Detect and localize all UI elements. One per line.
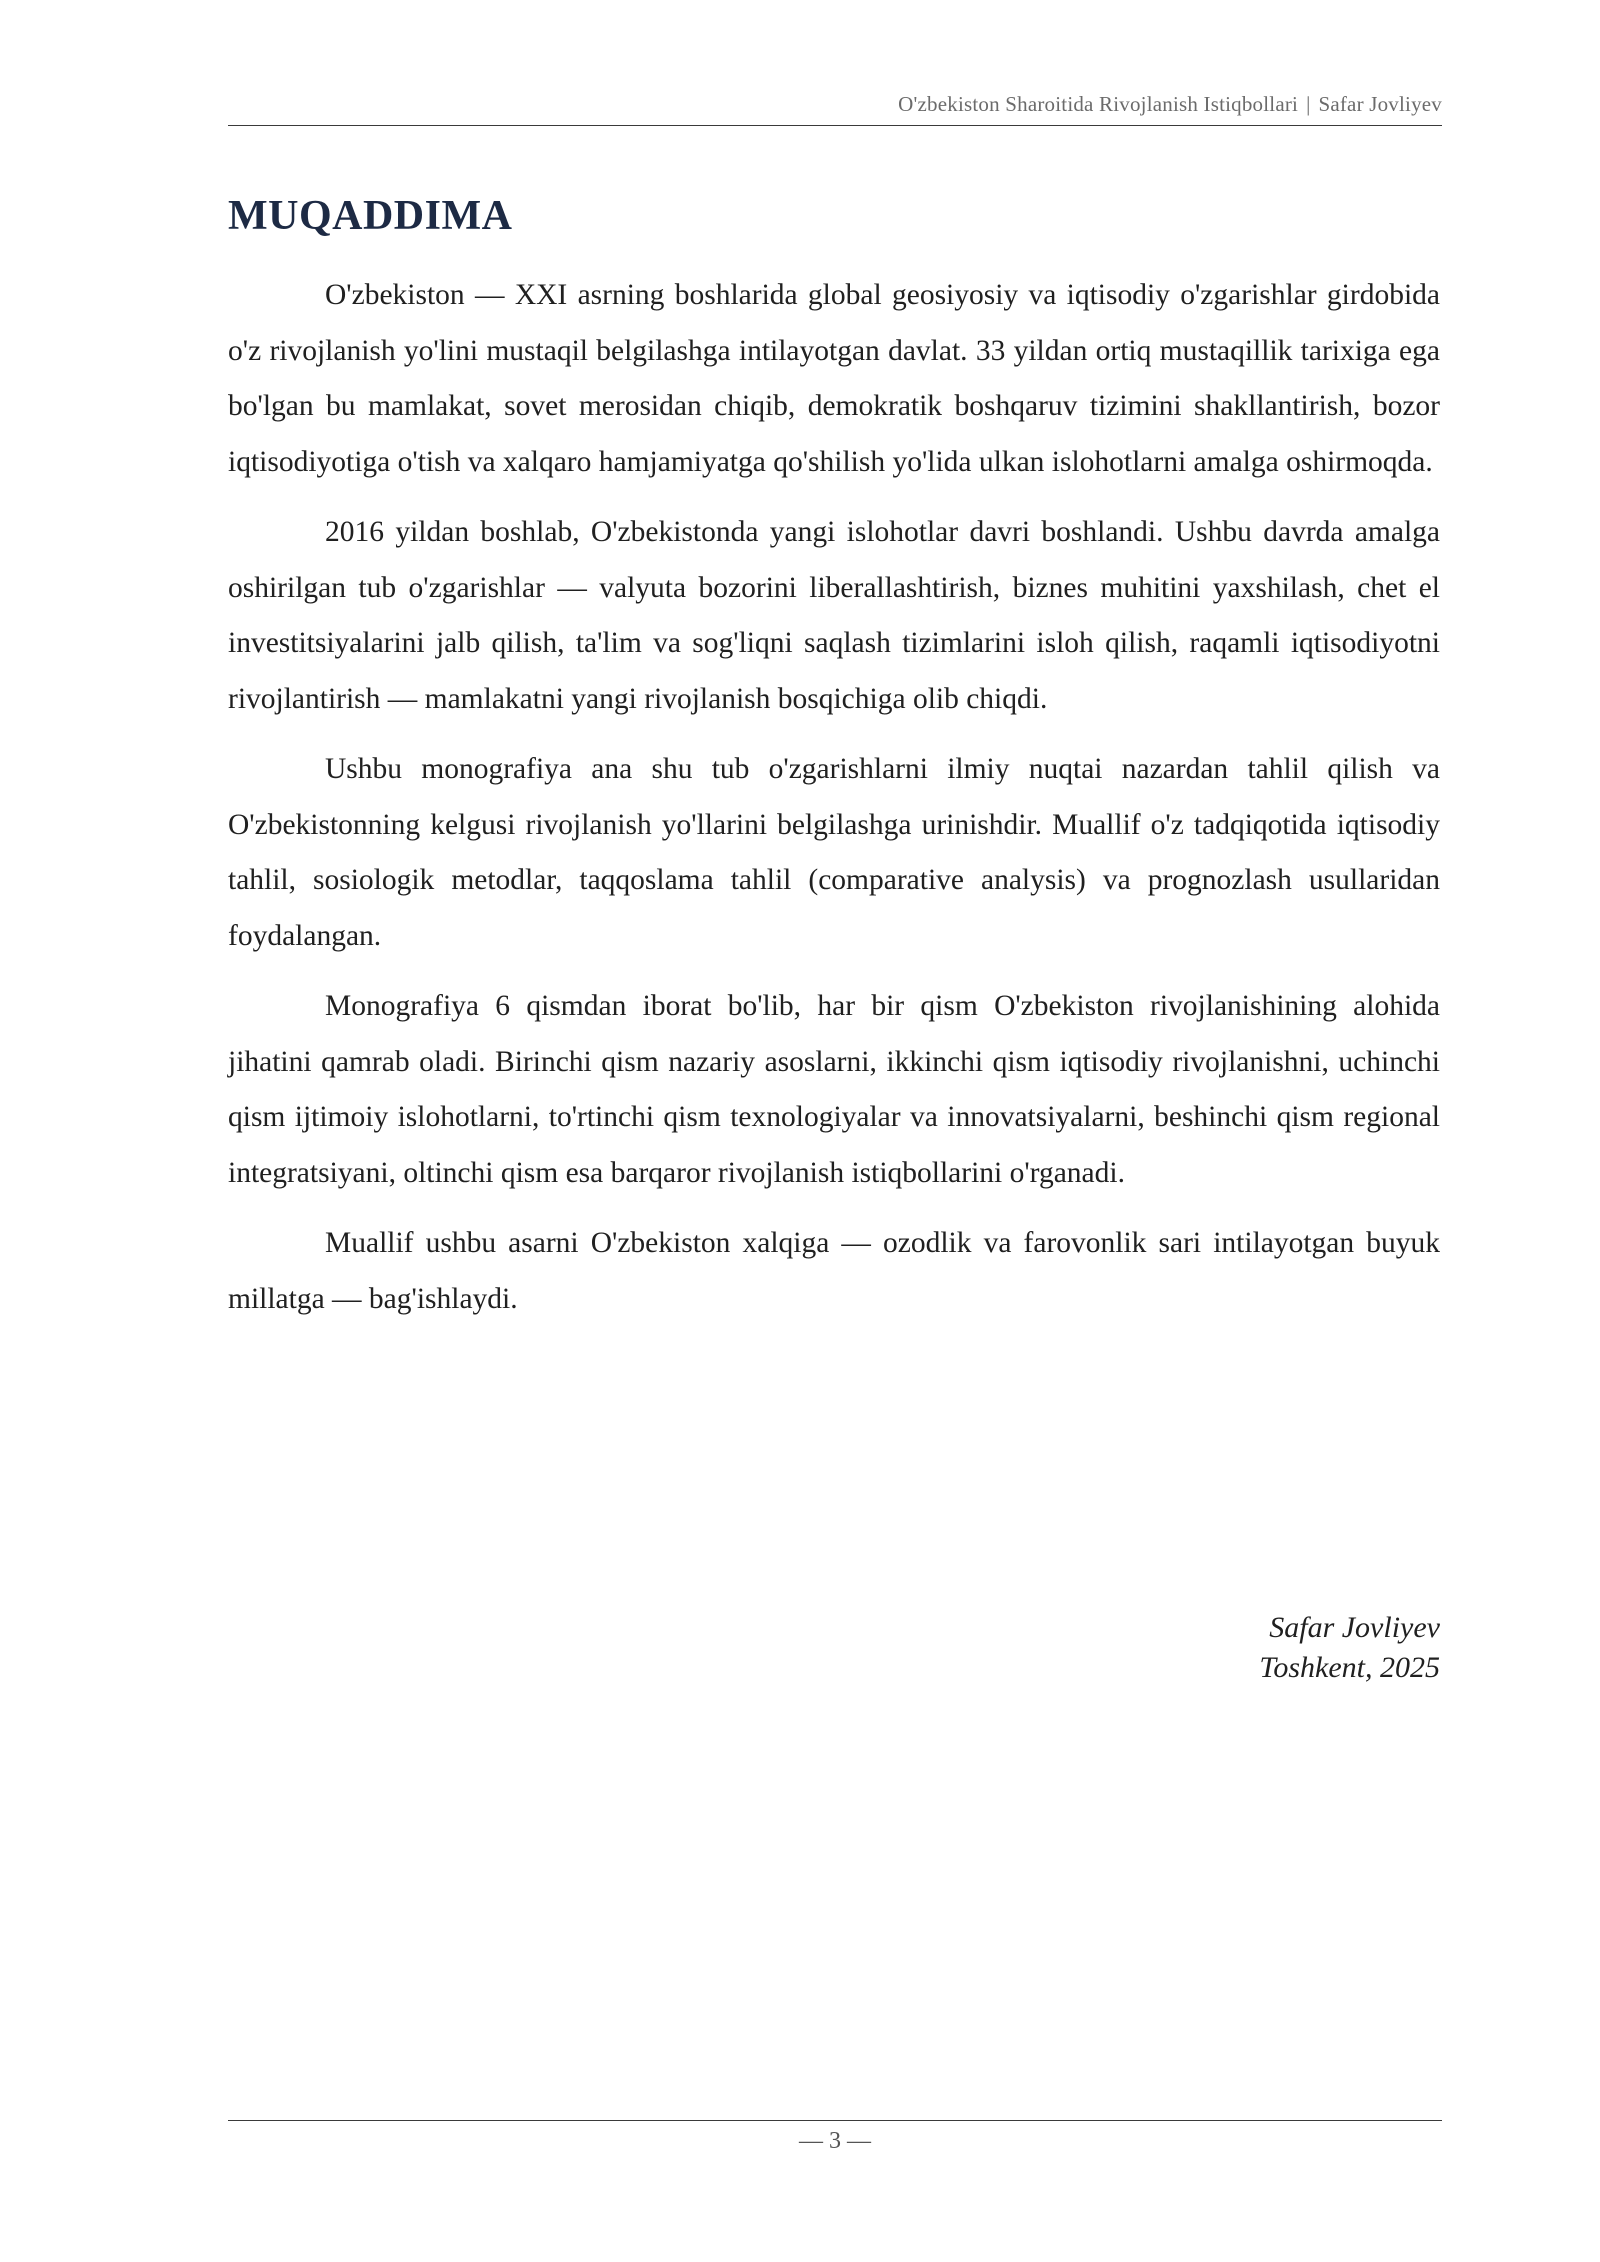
- paragraph-1: O'zbekiston — XXI asrning boshlarida global geosiyosiy va iqtisodiy o'zgarishlar girdobida o'z rivojlanish yo'lini mustaqil belgilashga intilayotgan davlat. 33 yildan ortiq mustaqillik tarixiga ega bo'lgan bu mamlakat, sovet merosidan chiqib, demokratik boshqaruv tizimini shakllantirish, bozor iqtisodiyotiga o'tish va xalqaro hamjamiyatga qo'shilish yo'lida ulkan islohotlarni amalga oshirmoqda.: [228, 279, 1440, 478]
- signature-place-date: Toshkent, 2025: [1259, 1651, 1440, 1684]
- header-separator: |: [1306, 92, 1311, 116]
- header-book-title: O'zbekiston Sharoitida Rivojlanish Istiqbollari: [898, 92, 1299, 116]
- header-author: Safar Jovliyev: [1318, 92, 1442, 116]
- running-header: [228, 92, 1442, 117]
- paragraph-4: Monografiya 6 qismdan iborat bo'lib, har bir qism O'zbekiston rivojlanishining alohida jihatini qamrab oladi. Birinchi qism nazariy asoslarni, ikkinchi qism iqtisodiy rivojlanishni, uchinchi qism ijtimoiy islohotlarni, to'rtinchi qism texnologiyalar va innovatsiyalarni, beshinchi qism regional integratsiyani, oltinchi qism esa barqaror rivojlanish istiqbollarini o'rganadi.: [228, 990, 1440, 1189]
- footer-rule: [228, 2120, 1442, 2121]
- signature-name: Safar Jovliyev: [1269, 1611, 1440, 1644]
- header-rule: [228, 125, 1442, 126]
- section-title: MUQADDIMA: [228, 193, 513, 239]
- paragraph-2: 2016 yildan boshlab, O'zbekistonda yangi islohotlar davri boshlandi. Ushbu davrda amalga oshirilgan tub o'zgarishlar — valyuta bozorini liberallashtirish, biznes muhitini yaxshilash, chet el investitsiyalarini jalb qilish, ta'lim va sog'liqni saqlash tizimlarini isloh qilish, raqamli iqtisodiyotni rivojlantirish — mamlakatni yangi rivojlanish bosqichiga olib chiqdi.: [228, 516, 1440, 715]
- page-number: — 3 —: [799, 2128, 871, 2154]
- body-text: [228, 268, 1440, 1342]
- paragraph-3: Ushbu monografiya ana shu tub o'zgarishlarni ilmiy nuqtai nazardan tahlil qilish va O'zbekistonning kelgusi rivojlanish yo'llarini belgilashga urinishdir. Muallif o'z tadqiqotida iqtisodiy tahlil, sosiologik metodlar, taqqoslama tahlil (comparative analysis) va prognozlash usullaridan foydalangan.: [228, 753, 1440, 952]
- paragraph-5: Muallif ushbu asarni O'zbekiston xalqiga — ozodlik va farovonlik sari intilayotgan buyuk millatga — bag'ishlaydi.: [228, 1227, 1440, 1315]
- signature-block: [228, 1608, 1440, 1688]
